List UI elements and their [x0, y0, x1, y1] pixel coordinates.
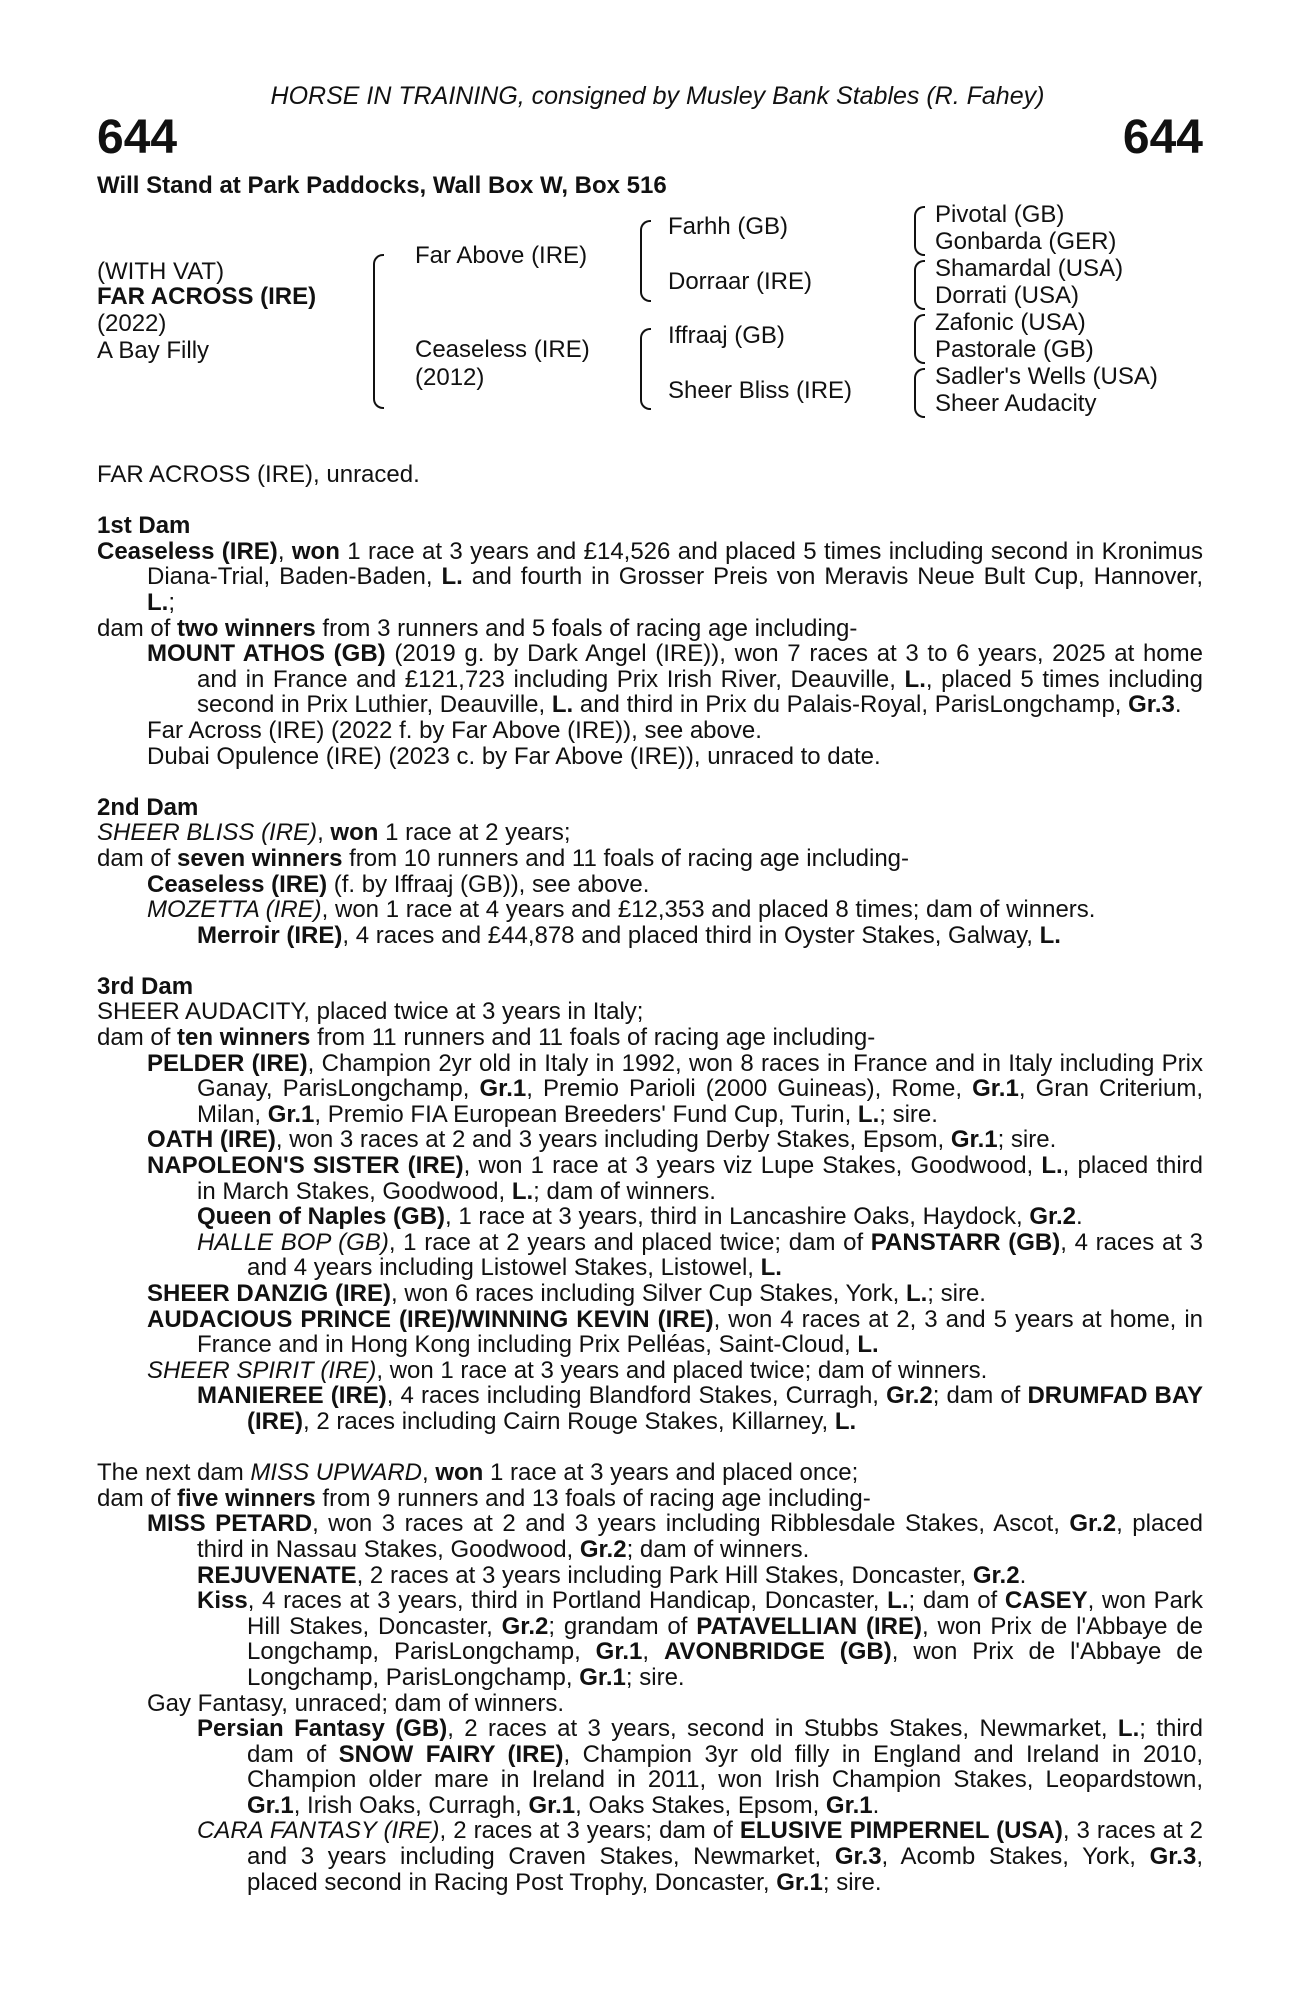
ancestor-7: Sadler's Wells (USA): [935, 363, 1158, 390]
first-dam-produce-summary: dam of two winners from 3 runners and 5 foals of racing age including-: [97, 614, 858, 642]
third-dam-heading: 3rd Dam: [97, 972, 194, 1000]
dam-name: Ceaseless (IRE): [415, 336, 590, 363]
g-brace-1: [914, 206, 925, 256]
horse-year: (2022): [97, 310, 167, 337]
third-dam-produce-summary: dam of ten winners from 11 runners and 11 foals of racing age including-: [97, 1024, 876, 1052]
produce-audacious-prince: AUDACIOUS PRINCE (IRE)/WINNING KEVIN (IRE), won 4 races at 2, 3 and 5 years at home, in France and in Hong Kong including Prix Pelléas, Saint-Cloud, L.: [147, 1305, 1203, 1359]
sire-sire: Farhh (GB): [668, 213, 789, 240]
produce-queen-of-naples: Queen of Naples (GB), 1 race at 3 years, third in Lancashire Oaks, Haydock, Gr.2.: [197, 1203, 1083, 1231]
next-dam-produce-summary: dam of five winners from 9 runners and 13 foals of racing age including-: [97, 1484, 871, 1512]
produce-ceaseless: Ceaseless (IRE) (f. by Iffraaj (GB)), see above.: [147, 870, 650, 898]
produce-manieree: MANIEREE (IRE), 4 races including Blandford Stakes, Curragh, Gr.2; dam of DRUMFAD BAY (IRE), 2 races including Cairn Rouge Stakes, Killarney, L.: [197, 1382, 1204, 1435]
produce-mozetta: MOZETTA (IRE), won 1 race at 4 years and £12,353 and placed 8 times; dam of winners.: [147, 896, 1096, 924]
lot-number-right: 644: [1122, 111, 1203, 164]
sire-dam: Dorraar (IRE): [668, 268, 813, 295]
ancestor-5: Zafonic (USA): [935, 309, 1086, 336]
horse-name: FAR ACROSS (IRE): [97, 283, 317, 310]
produce-pelder: PELDER (IRE), Champion 2yr old in Italy in 1992, won 8 races in France and in Italy including Prix Ganay, ParisLongchamp, Gr.1, Premio Parioli (2000 Guineas), Rome, Gr.1, Gran Criterium, Milan, Gr.1, Premio FIA European Breeders' Fund Cup, Turin, L.; sire.: [147, 1049, 1203, 1128]
ancestor-2: Gonbarda (GER): [935, 228, 1117, 255]
first-dam-heading: 1st Dam: [97, 512, 191, 540]
vat-note: (WITH VAT): [97, 258, 225, 285]
g-brace-4: [914, 368, 925, 418]
g-brace-2: [914, 260, 925, 310]
produce-sheer-spirit: SHEER SPIRIT (IRE), won 1 race at 3 years and placed twice; dam of winners.: [147, 1356, 988, 1384]
second-dam-produce-summary: dam of seven winners from 10 runners and 11 foals of racing age including-: [97, 844, 910, 872]
first-dam-record: Ceaseless (IRE), won 1 race at 3 years and £14,526 and placed 5 times including second in Kronimus Diana-Trial, Baden-Baden, L. and fourth in Grosser Preis von Meravis Neue Bult Cup, Hannover, L.;: [97, 537, 1204, 616]
second-dam-heading: 2nd Dam: [97, 793, 199, 821]
ancestor-1: Pivotal (GB): [935, 201, 1065, 228]
sire-dam-brace: [373, 254, 384, 409]
second-dam-record: SHEER BLISS (IRE), won 1 race at 2 years;: [97, 819, 571, 847]
produce-cara-fantasy: CARA FANTASY (IRE), 2 races at 3 years; dam of ELUSIVE PIMPERNEL (USA), 3 races at 2 and 3 years including Craven Stakes, Newmarket, Gr.3, Acomb Stakes, York, Gr.3, placed second in Racing Post Trophy, Doncaster, Gr.1; sire.: [197, 1817, 1204, 1896]
ancestor-3: Shamardal (USA): [935, 255, 1124, 282]
dam-year: (2012): [415, 364, 485, 391]
ancestor-8: Sheer Audacity: [935, 390, 1097, 417]
produce-halle-bop: HALLE BOP (GB), 1 race at 2 years and placed twice; dam of PANSTARR (GB), 4 races at 3 and 4 years including Listowel Stakes, Listowel, L.: [197, 1228, 1203, 1282]
horse-description: A Bay Filly: [97, 337, 210, 364]
ancestor-4: Dorrati (USA): [935, 282, 1080, 309]
produce-kiss: Kiss, 4 races at 3 years, third in Portland Handicap, Doncaster, L.; dam of CASEY, won Park Hill Stakes, Doncaster, Gr.2; grandam of PATAVELLIAN (IRE), won Prix de l'Abbaye de Longchamp, ParisLongchamp, Gr.1, AVONBRIDGE (GB), won Prix de l'Abbaye de Longchamp, ParisLongchamp, Gr.1; sire.: [197, 1587, 1203, 1691]
produce-oath: OATH (IRE), won 3 races at 2 and 3 years including Derby Stakes, Epsom, Gr.1; sire.: [147, 1126, 1057, 1154]
g-brace-3: [914, 314, 925, 364]
sire-parents-brace: [640, 220, 651, 302]
produce-far-across: Far Across (IRE) (2022 f. by Far Above (IRE)), see above.: [147, 716, 762, 744]
produce-rejuvenate: REJUVENATE, 2 races at 3 years including Park Hill Stakes, Doncaster, Gr.2.: [197, 1561, 1027, 1589]
produce-gay-fantasy: Gay Fantasy, unraced; dam of winners.: [147, 1689, 565, 1717]
sire-name: Far Above (IRE): [415, 242, 588, 269]
ancestor-6: Pastorale (GB): [935, 336, 1094, 363]
produce-persian-fantasy: Persian Fantasy (GB), 2 races at 3 years, second in Stubbs Stakes, Newmarket, L.; third dam of SNOW FAIRY (IRE), Champion 3yr old filly in England and Ireland in 2010, Champion older mare in Ireland in 2011, won Irish Champion Stakes, Leopardstown, Gr.1, Irish Oaks, Curragh, Gr.1, Oaks Stakes, Epsom, Gr.1.: [197, 1715, 1204, 1819]
third-dam-record: SHEER AUDACITY, placed twice at 3 years in Italy;: [97, 998, 644, 1026]
dam-parents-brace: [640, 328, 651, 410]
produce-mount-athos: MOUNT ATHOS (GB) (2019 g. by Dark Angel (IRE)), won 7 races at 3 to 6 years, 2025 at home and in France and £121,723 including Prix Irish River, Deauville, L., placed 5 times including second in Prix Luthier, Deauville, L. and third in Prix du Palais-Royal, ParisLongchamp, Gr.3.: [147, 640, 1203, 719]
produce-miss-petard: MISS PETARD, won 3 races at 2 and 3 years including Ribblesdale Stakes, Ascot, Gr.2, placed third in Nassau Stakes, Goodwood, Gr.2; dam of winners.: [147, 1510, 1203, 1563]
produce-sheer-danzig: SHEER DANZIG (IRE), won 6 races including Silver Cup Stakes, York, L.; sire.: [147, 1280, 986, 1307]
produce-merroir: Merroir (IRE), 4 races and £44,878 and placed third in Oyster Stakes, Galway, L.: [197, 921, 1061, 949]
intro-line: FAR ACROSS (IRE), unraced.: [97, 461, 420, 488]
catalogue-notes: [97, 462, 1203, 1895]
produce-dubai-opulence: Dubai Opulence (IRE) (2023 c. by Far Above (IRE)), unraced to date.: [147, 742, 881, 770]
lot-number-left: 644: [97, 111, 178, 164]
produce-napoleons-sister: NAPOLEON'S SISTER (IRE), won 1 race at 3 years viz Lupe Stakes, Goodwood, L., placed third in March Stakes, Goodwood, L.; dam of winners.: [147, 1152, 1204, 1205]
dam-sire: Iffraaj (GB): [668, 322, 785, 349]
consignor-header: HORSE IN TRAINING, consigned by Musley Bank Stables (R. Fahey): [270, 82, 1045, 110]
dam-dam: Sheer Bliss (IRE): [668, 377, 853, 404]
stand-location: Will Stand at Park Paddocks, Wall Box W, Box 516: [97, 172, 667, 199]
next-dam-record: The next dam MISS UPWARD, won 1 race at 3 years and placed once;: [97, 1459, 859, 1487]
